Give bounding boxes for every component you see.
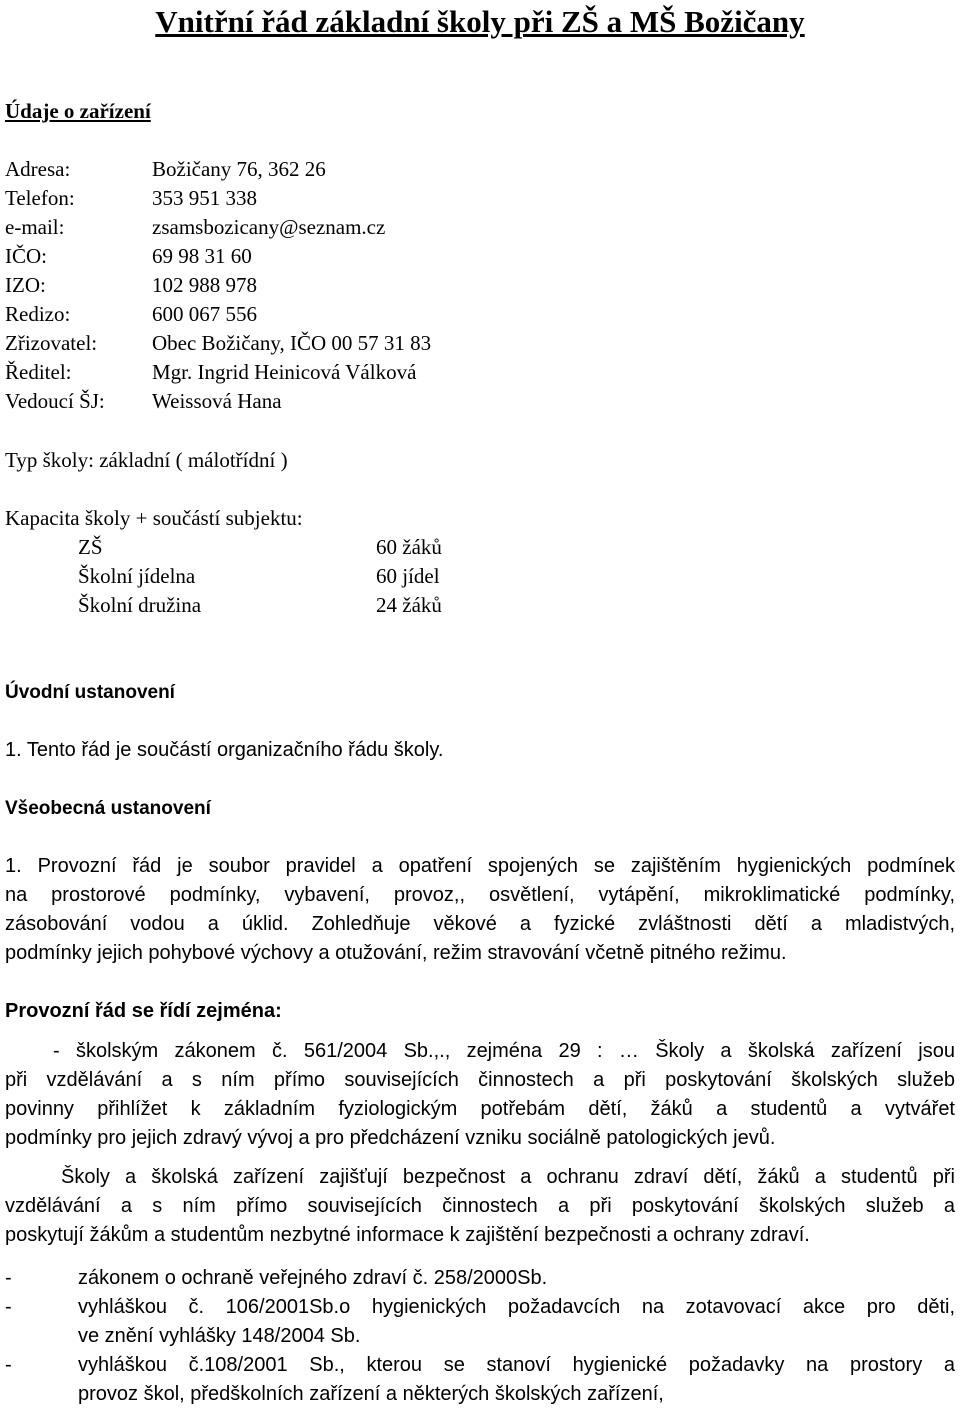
bullet-line: vyhláškou č.108/2001 Sb., kterou se stanoví hygienické požadavky na prostory a [78, 1354, 955, 1376]
capacity-value: 24 žáků [376, 593, 442, 617]
intro-heading: Úvodní ustanovení [5, 682, 175, 703]
paragraph-line: při vzdělávání a s ním přímo souvisejících činnostech a při poskytování školských služeb [5, 1069, 955, 1091]
capacity-name: Školní jídelna [78, 564, 196, 588]
general-paragraph [5, 852, 955, 968]
capacity-name: Školní družina [78, 593, 202, 617]
facility-value: 69 98 31 60 [152, 244, 252, 268]
facility-value: Božičany 76, 362 26 [152, 157, 326, 181]
facility-label: Adresa: [5, 157, 71, 181]
facility-heading: Údaje o zařízení [5, 99, 151, 123]
paragraph-line: na prostorové podmínky, vybavení, provoz,, osvětlení, vytápění, mikroklimatické podmínky, [5, 884, 955, 906]
facility-value: 600 067 556 [152, 302, 257, 326]
bullet-line: zákonem o ochraně veřejného zdraví č. 258/2000Sb. [78, 1267, 548, 1289]
facility-value: 102 988 978 [152, 273, 257, 297]
bullet-item [78, 1264, 955, 1293]
facility-label: Vedoucí ŠJ: [5, 389, 105, 413]
rules-heading: Provozní řád se řídí zejména: [5, 1000, 282, 1022]
paragraph-line: podmínky pro jejich zdravý vývoj a pro předcházení vzniku sociálně patologických jevů. [5, 1127, 776, 1149]
school-type: Typ školy: základní ( málotřídní ) [5, 448, 288, 472]
facility-label: Redizo: [5, 302, 71, 326]
intro-text: 1. Tento řád je součástí organizačního řádu školy. [5, 739, 444, 761]
paragraph-line: poskytují žákům a studentům nezbytné informace k zajištění bezpečnosti a ochrany zdraví. [5, 1224, 810, 1246]
document-title: Vnitřní řád základní školy při ZŠ a MŠ Božičany [155, 4, 805, 39]
facility-label: Ředitel: [5, 360, 72, 384]
safety-paragraph [5, 1163, 955, 1250]
paragraph-line: zásobování vodou a úklid. Zohledňuje věkové a fyzické zvláštnosti dětí a mladistvých, [5, 913, 955, 935]
paragraph-line: povinny přihlížet k základním fyziologickým potřebám dětí, žáků a studentů a vytvářet [5, 1098, 955, 1120]
facility-value: Weissová Hana [152, 389, 282, 413]
bullet-dash: - [5, 1354, 12, 1376]
facility-label: IČO: [5, 244, 47, 268]
facility-label: IZO: [5, 273, 46, 297]
paragraph-line: podmínky jejich pohybové výchovy a otužování, režim stravování včetně pitného režimu. [5, 942, 787, 964]
law-paragraph [5, 1037, 955, 1153]
capacity-name: ZŠ [78, 535, 103, 559]
bullet-line: provoz škol, předškolních zařízení a některých školských zařízení, [78, 1383, 664, 1405]
bullet-line: ve znění vyhlášky 148/2004 Sb. [78, 1325, 361, 1347]
facility-label: Zřizovatel: [5, 331, 98, 355]
paragraph-line: vzdělávání a s ním přímo souvisejících činnostech a při poskytování školských služeb a [5, 1195, 955, 1217]
facility-value: 353 951 338 [152, 186, 257, 210]
capacity-value: 60 žáků [376, 535, 442, 559]
facility-value: Obec Božičany, IČO 00 57 31 83 [152, 331, 432, 355]
facility-value: Mgr. Ingrid Heinicová Válková [152, 360, 417, 384]
paragraph-line: - školským zákonem č. 561/2004 Sb.,., zejména 29 : … Školy a školská zařízení jsou [53, 1040, 955, 1062]
facility-value[interactable]: zsamsbozicany@seznam.cz [152, 215, 386, 239]
capacity-value: 60 jídel [376, 564, 440, 588]
paragraph-line: Školy a školská zařízení zajišťují bezpečnost a ochranu zdraví dětí, žáků a studentů při [61, 1166, 955, 1188]
bullet-dash: - [5, 1296, 12, 1318]
bullet-item [78, 1351, 955, 1409]
bullet-line: vyhláškou č. 106/2001Sb.o hygienických požadavcích na zotavovací akce pro děti, [78, 1296, 955, 1318]
facility-label: e-mail: [5, 215, 65, 239]
bullet-item [78, 1293, 955, 1351]
facility-label: Telefon: [5, 186, 75, 210]
paragraph-line: 1. Provozní řád je soubor pravidel a opatření spojených se zajištěním hygienických podmínek [5, 855, 955, 877]
capacity-heading: Kapacita školy + součástí subjektu: [5, 506, 303, 530]
bullet-dash: - [5, 1267, 12, 1289]
general-heading: Všeobecná ustanovení [5, 798, 211, 819]
